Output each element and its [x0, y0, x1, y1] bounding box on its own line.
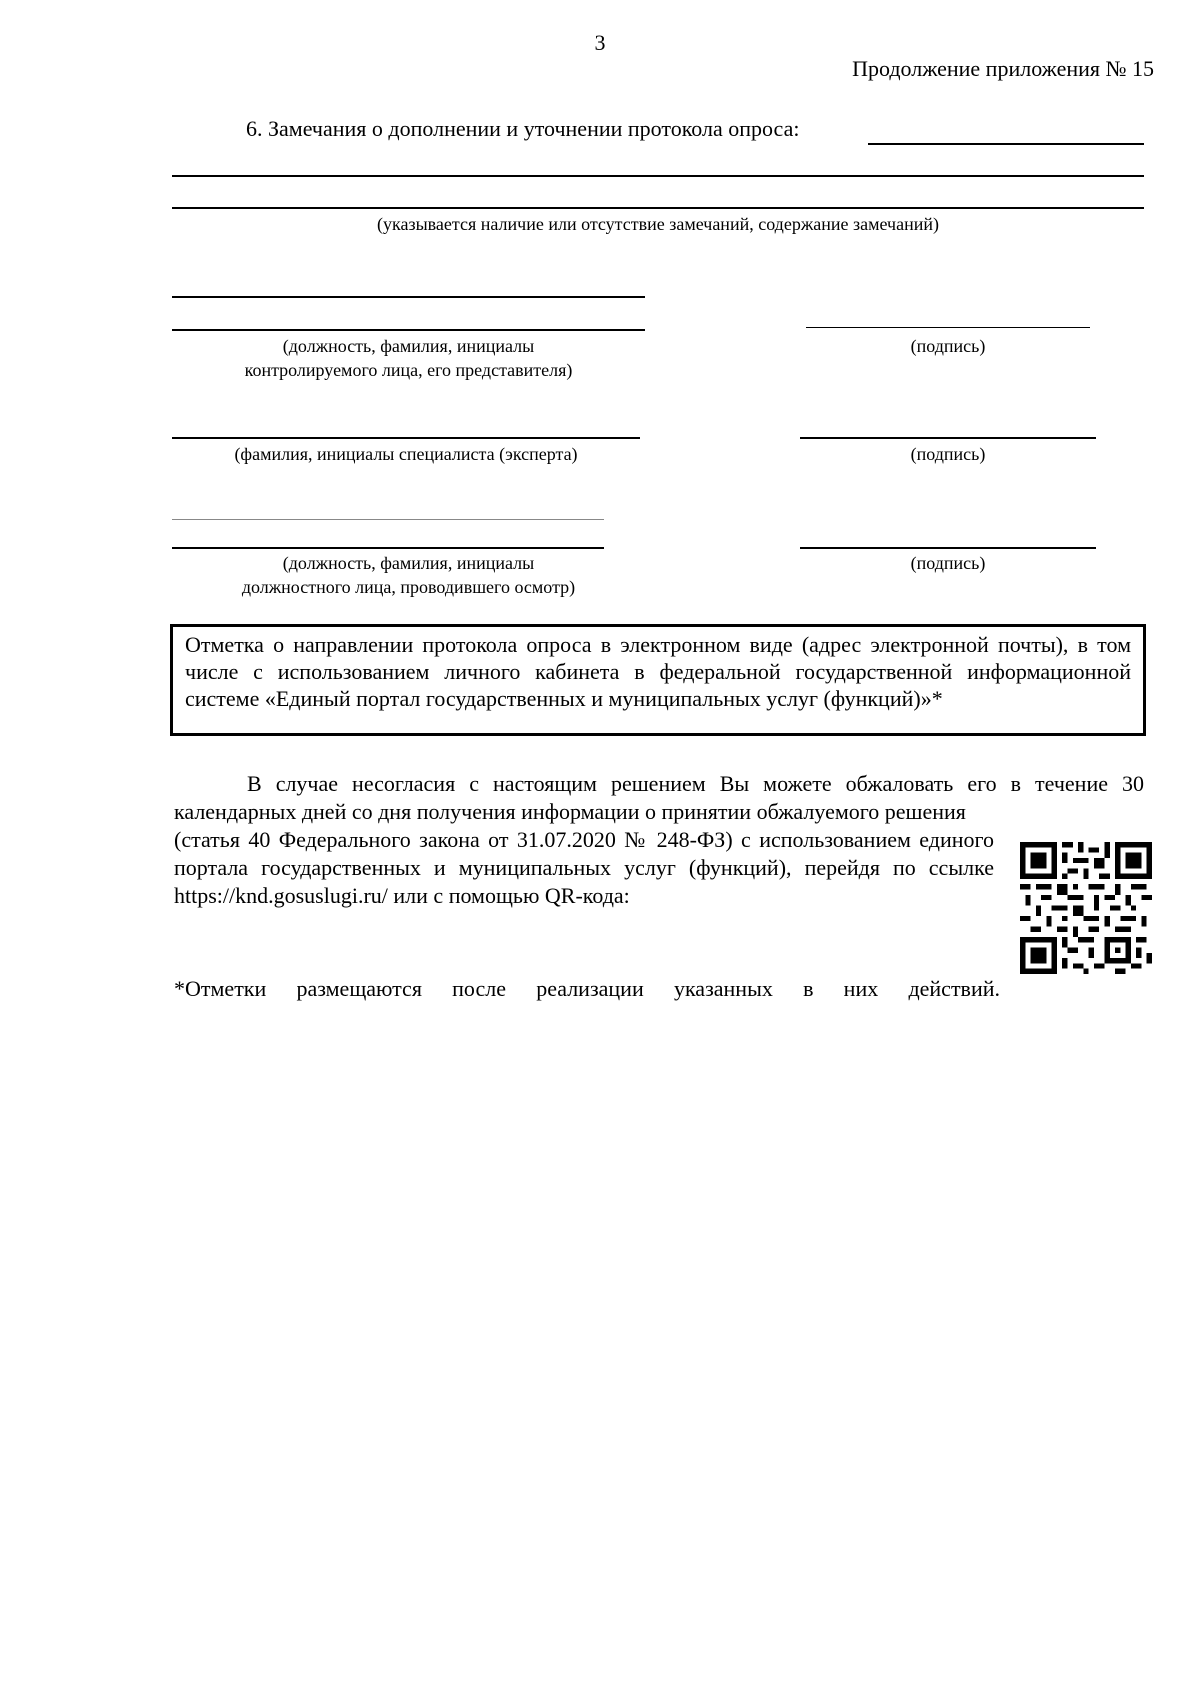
signature-label-1: (подпись) — [910, 336, 986, 356]
remarks-label: 6. Замечания о дополнении и уточнении протокола опроса: — [246, 116, 800, 141]
electronic-delivery-mark-text: Отметка о направлении протокола опроса в электронном виде (адрес электронной почты), в том числе с использованием личного кабинета в федеральной государственной информационной системе «Единый портал государственных и муниципальных услуг (функций)»* — [185, 632, 1131, 711]
official-caption-line2: должностного лица, проводившего осмотр) — [241, 577, 576, 597]
specialist-name-line[interactable] — [172, 437, 640, 439]
signature-label-3: (подпись) — [910, 553, 986, 573]
official-name-line-1[interactable] — [172, 519, 604, 520]
signature-line-2[interactable] — [800, 437, 1096, 439]
remarks-hint: (указывается наличие или отсутствие замечаний, содержание замечаний) — [377, 214, 939, 234]
appeal-paragraph — [174, 770, 1144, 910]
remarks-field-line-2[interactable] — [172, 175, 1144, 177]
controlled-person-name-line-1[interactable] — [172, 296, 645, 298]
controlled-person-caption-line1: (должность, фамилия, инициалы — [282, 336, 535, 356]
signature-line-3[interactable] — [800, 547, 1096, 549]
signature-label-2: (подпись) — [910, 444, 986, 464]
appeal-paragraph-part2: (статья 40 Федерального закона от 31.07.2020 № 248-ФЗ) с использованием единого портала государственных и муниципальных услуг (функций), перейдя по ссылке https://knd.gosuslugi.ru/ или с помощью QR-кода: — [174, 827, 994, 908]
footnote: *Отметки размещаются после реализации указанных в них действий. — [174, 976, 1000, 1001]
qr-code-icon[interactable] — [1020, 842, 1152, 974]
official-caption-line1: (должность, фамилия, инициалы — [282, 553, 535, 573]
signature-line-1[interactable] — [806, 327, 1090, 328]
appendix-continuation: Продолжение приложения № 15 — [852, 56, 1154, 81]
page-number: 3 — [594, 30, 606, 55]
specialist-caption: (фамилия, инициалы специалиста (эксперта) — [234, 444, 578, 464]
controlled-person-caption-line2: контролируемого лица, его представителя) — [244, 360, 573, 380]
appeal-paragraph-part1: В случае несогласия с настоящим решением Вы можете обжаловать его в течение 30 календарных дней со дня получения информации о принятии обжалуемого решения — [174, 771, 1144, 824]
electronic-delivery-mark-box — [170, 624, 1146, 736]
controlled-person-name-line-2[interactable] — [172, 329, 645, 331]
remarks-field-line-1[interactable] — [868, 143, 1144, 145]
remarks-field-line-3[interactable] — [172, 207, 1144, 209]
official-name-line-2[interactable] — [172, 547, 604, 549]
